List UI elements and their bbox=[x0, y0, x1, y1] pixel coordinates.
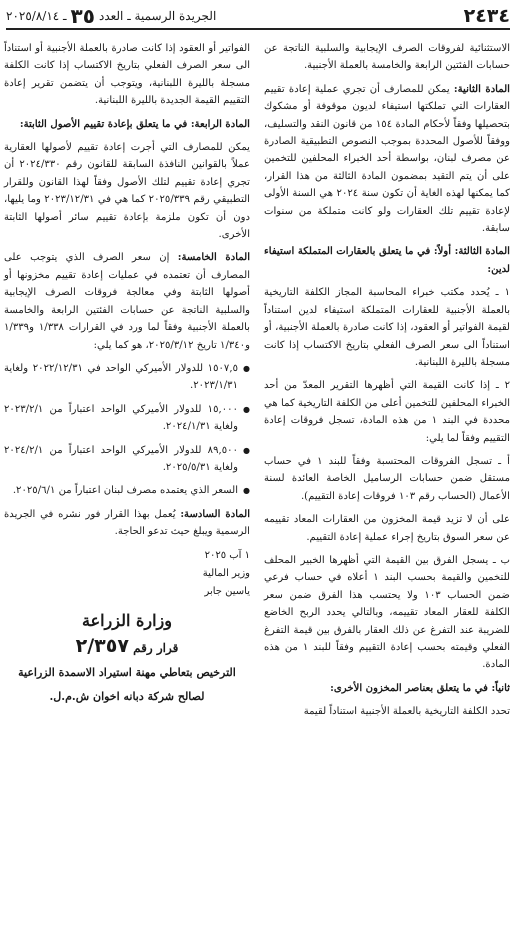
article-3-heading: المادة الثالثة: أولاً: في ما يتعلق بالعقارات المتملكة استيفاء لدين: bbox=[264, 246, 510, 275]
decision-prefix: قرار رقم bbox=[133, 640, 179, 655]
article-label: المادة الثانية: bbox=[453, 83, 510, 95]
article-text: يُعمل بهذا القرار فور نشره في الجريدة الرسمية ويبلغ حيث تدعو الحاجة. bbox=[4, 508, 250, 538]
article-2 bbox=[264, 81, 510, 238]
paragraph: يمكن للمصارف التي أجرت إعادة تقييم لأصولها العقارية عملاً بالقوانين النافذة السابقة للقانون رقم ٢٠٢٤/٣٣٠ أن تجري إعادة تقييم لتلك الأصول وفقاً لهذا القانون وللقرار التطبيقي رقم ٢٠٢٥/٣٣٩ كما هي في ٢٠٢٣/١٢/٣١ وما يليها، دون أن تكون ملزمة بإعادة تقييم سائر أصولها الثابتة الأخرى. bbox=[4, 142, 250, 241]
paragraph: تحدد الكلفة التاريخية بالعملة الأجنبية استناداً لقيمة bbox=[303, 706, 510, 718]
paragraph: ٢ ـ إذا كانت القيمة التي أظهرها التقرير المعدّ من أحد الخبراء المحلفين للتخمين أعلى من الكلفة التاريخية كما هي محددة في البند ١ من هذه المادة، تسجل فروقات إعادة التقييم وفقاً لما يلي: bbox=[264, 380, 510, 444]
signature-block bbox=[4, 547, 250, 601]
paragraph: أ ـ تسجل الفروقات المحتسبة وفقاً للبند ١ في حساب مستقل ضمن حسابات الرساميل الخاصة العائدة لسنة الأعمال (الحساب رقم ١٠٣ فروقات إعادة التقييم). bbox=[264, 455, 510, 502]
article-5 bbox=[4, 249, 250, 353]
right-column bbox=[264, 40, 510, 930]
paragraph: الاستثنائية لفروقات الصرف الإيجابية والسلبية الناتجة عن حسابات الفئتين الرابعة والخامسة بالعملة الأجنبية. bbox=[264, 43, 510, 72]
rate-item: ● ١٥٠٧,٥ للدولار الأميركي الواحد في ٢٠٢٢/١٢/٣١ ولغاية ٢٠٢٣/١/٣١. bbox=[4, 360, 250, 395]
page-number: ٢٤٣٤ bbox=[463, 5, 510, 27]
rate-item: ● السعر الذي يعتمده مصرف لبنان اعتباراً من ٢٠٢٥/٦/١. bbox=[4, 482, 250, 499]
decision-subtitle: لصالح شركة دبانه اخوان ش.م.ل. bbox=[49, 689, 205, 703]
issue-date: ـ ٢٠٢٥/٨/١٤ bbox=[6, 9, 67, 23]
left-column bbox=[4, 40, 250, 930]
issue-number: ٣٥ bbox=[70, 4, 95, 28]
rate-item: ● ٨٩,٥٠٠ للدولار الأميركي الواحد اعتباراً من ٢٠٢٤/٢/١ ولغاية ٢٠٢٥/٥/٣١. bbox=[4, 442, 250, 477]
signature-name: ياسين جابر bbox=[204, 585, 250, 597]
article-text: إن سعر الصرف الذي يتوجب على المصارف أن تعتمده في عمليات إعادة تقييم مخزونها أو أصولها الثابتة وفي معالجة فروقات الصرف الإيجابية والسلبية الناتجة عن حسابات الفئتين الرابعة والخامسة بالعملة الأجنبية وفقاً لما ورد في القرارات ١/٣٣٨ و١/٣٣٩ و١/٣٤٠ تاريخ ٢٠٢٥/٣/١٢، هو كما يلي: bbox=[4, 252, 250, 351]
paragraph: على أن لا تزيد قيمة المخزون من العقارات المعاد تقييمه عن سعر السوق بتاريخ إجراء عملية إعادة التقييم. bbox=[264, 514, 510, 543]
signature-date: ١ آب ٢٠٢٥ bbox=[204, 549, 250, 561]
page-columns bbox=[4, 40, 510, 930]
article-6 bbox=[4, 506, 250, 541]
article-label: المادة السادسة: bbox=[180, 508, 250, 520]
paragraph: الفواتير أو العقود إذا كانت صادرة بالعملة الأجنبية أو استناداً الى سعر الصرف الفعلي بتاريخ الاكتساب إذا كانت الكلفة مسجلة بالليرة اللبنانية، ويتوجب أن يتضمن تقرير إعادة التقييم القيمة الجديدة بالليرة اللبنانية. bbox=[4, 43, 250, 107]
paragraph: ب ـ يسجل الفرق بين القيمة التي أظهرها الخبير المحلف للتخمين والقيمة بحسب البند ١ أعلاه في حساب فرعي ضمن الحساب ١٠٣ ولا يحتسب هذا الفرق ضمن سعر الكلفة للعقار المعاد تقييمه، وبالتالي يحدد الربح الخاضع للضريبة عند التفرغ عن ذلك العقار بالفرق بين قيمة التفرغ الفعلي وقيمته بحسب إعادة التقييم وفقاً للبند ١ من هذه المادة. bbox=[264, 554, 510, 671]
second-heading: ثانياً: في ما يتعلق بعناصر المخزون الأخرى: bbox=[330, 682, 510, 694]
decision-number bbox=[4, 633, 250, 661]
article-label: المادة الخامسة: bbox=[177, 252, 251, 264]
publication-name: الجريدة الرسمية ـ العدد bbox=[98, 9, 217, 23]
article-4-heading: المادة الرابعة: في ما يتعلق بإعادة تقييم الأصول الثابتة: bbox=[19, 118, 250, 130]
rate-item: ● ١٥,٠٠٠ للدولار الأميركي الواحد اعتباراً من ٢٠٢٣/٢/١ ولغاية ٢٠٢٤/١/٣١. bbox=[4, 401, 250, 436]
signature-role: وزير المالية bbox=[202, 567, 250, 579]
running-header bbox=[6, 4, 216, 28]
paragraph: ١ ـ يُحدد مكتب خبراء المحاسبة المجاز الكلفة التاريخية بالعملة الأجنبية للعقارات المتملكة استيفاء لدين استناداً لقيمة الفواتير أو العقود، إذا كانت صادرة بالعملة الأجنبية، أو استناداً الى سعر الصرف الفعلي بتاريخ الاكتساب إذا كانت مسجلة بالليرة اللبنانية. bbox=[264, 287, 510, 368]
page-header bbox=[6, 4, 510, 30]
ministry-title: وزارة الزراعة bbox=[81, 610, 173, 630]
decision-title: الترخيص بتعاطي مهنة استيراد الاسمدة الزراعية bbox=[18, 665, 236, 679]
article-text: يمكن للمصارف أن تجري عملية إعادة تقييم العقارات التي تملكتها استيفاء لديون موقوفة أو مشكوك بتحصيلها وفقاً لأحكام المادة ١٥٤ من قانون النقد والتسليف، ووفقاً للأصول المحددة بموجب النصوص التطبيقية الصادرة عن مصرف لبنان، بواسطة أحد الخبراء المحلفين للتخمين على أن يتم التقيد بمضمون المادة الثالثة من هذا القرار، كما يمكنها لهذه الغاية أن تكون سنة ٢٠٢٤ هي السنة الأولى لإعادة تقييم تلك العقارات ولو كانت متملكة من سنوات سابقة. bbox=[264, 83, 510, 235]
decision-number-value: ٢/٣٥٧ bbox=[75, 634, 129, 657]
